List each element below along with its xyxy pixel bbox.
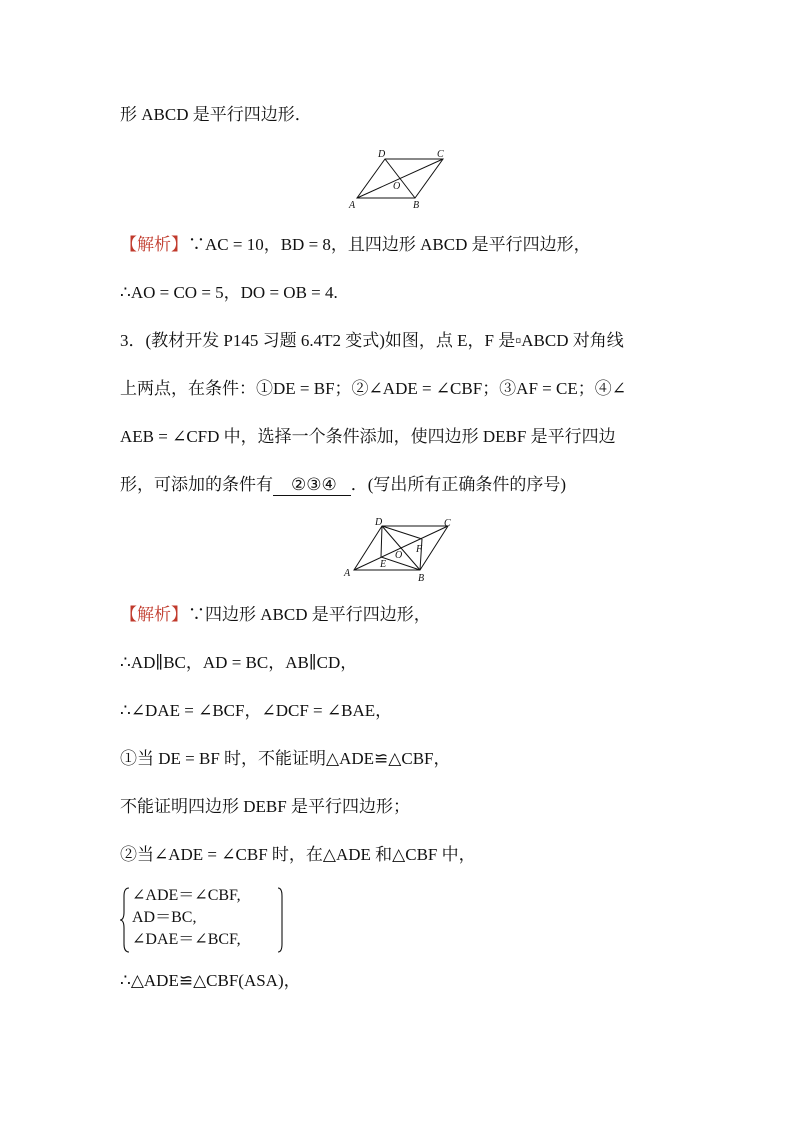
label-O: O [395,550,403,561]
label-O: O [393,181,401,192]
text-line: ∴AO = CO = 5，DO = OB = 4. [120,283,338,302]
equation-row: ∠ADE＝∠CBF, [132,887,241,904]
label-F: F [416,544,423,555]
parallelogram-figure-2 [338,514,460,586]
analysis-tag: 【解析】 [120,605,188,624]
label-D: D [378,149,386,160]
label-E: E [380,559,387,570]
text-line: 形 ABCD 是平行四边形． [120,105,312,124]
text-line: ∴AD∥BC，AD = BC，AB∥CD， [120,653,358,672]
label-D: D [375,517,383,528]
parallelogram-figure-1 [345,145,455,215]
answer-blank: ②③④ [273,475,351,496]
text-line: ∴∠DAE = ∠BCF，∠DCF = ∠BAE， [120,701,393,720]
label-C: C [444,518,451,529]
text-line: ②当∠ADE = ∠CBF 时，在△ADE 和△CBF 中， [120,845,476,864]
label-B: B [413,200,420,211]
analysis-line: 【解析】∵四边形 ABCD 是平行四边形， [120,605,431,624]
analysis-tag: 【解析】 [120,235,188,254]
text-line: ∴△ADE≌△CBF(ASA)， [120,971,301,990]
equation-row: ∠DAE＝∠BCF, [132,931,241,948]
label-B: B [418,573,425,584]
analysis-line: 【解析】∵AC = 10，BD = 8，且四边形 ABCD 是平行四边形， [120,235,591,254]
text-line: 不能证明四边形 DEBF 是平行四边形； [120,797,410,816]
text-line: ①当 DE = BF 时，不能证明△ADE≌△CBF， [120,749,451,768]
label-A: A [349,200,356,211]
label-C: C [437,149,444,160]
question-line: 形，可添加的条件有 ②③④ ．(写出所有正确条件的序号) [120,475,567,494]
equation-row: AD＝BC, [132,909,197,926]
label-A: A [344,568,351,579]
question-line: 上两点，在条件：①DE = BF；②∠ADE = ∠CBF；③AF = CE；④∠ [120,379,626,398]
question-line: AEB = ∠CFD 中，选择一个条件添加，使四边形 DEBF 是平行四边 [120,427,616,446]
equation-system [120,884,290,956]
question-line: 3．(教材开发 P145 习题 6.4T2 变式)如图，点 E，F 是▫ABCD 对角线 [120,331,624,350]
